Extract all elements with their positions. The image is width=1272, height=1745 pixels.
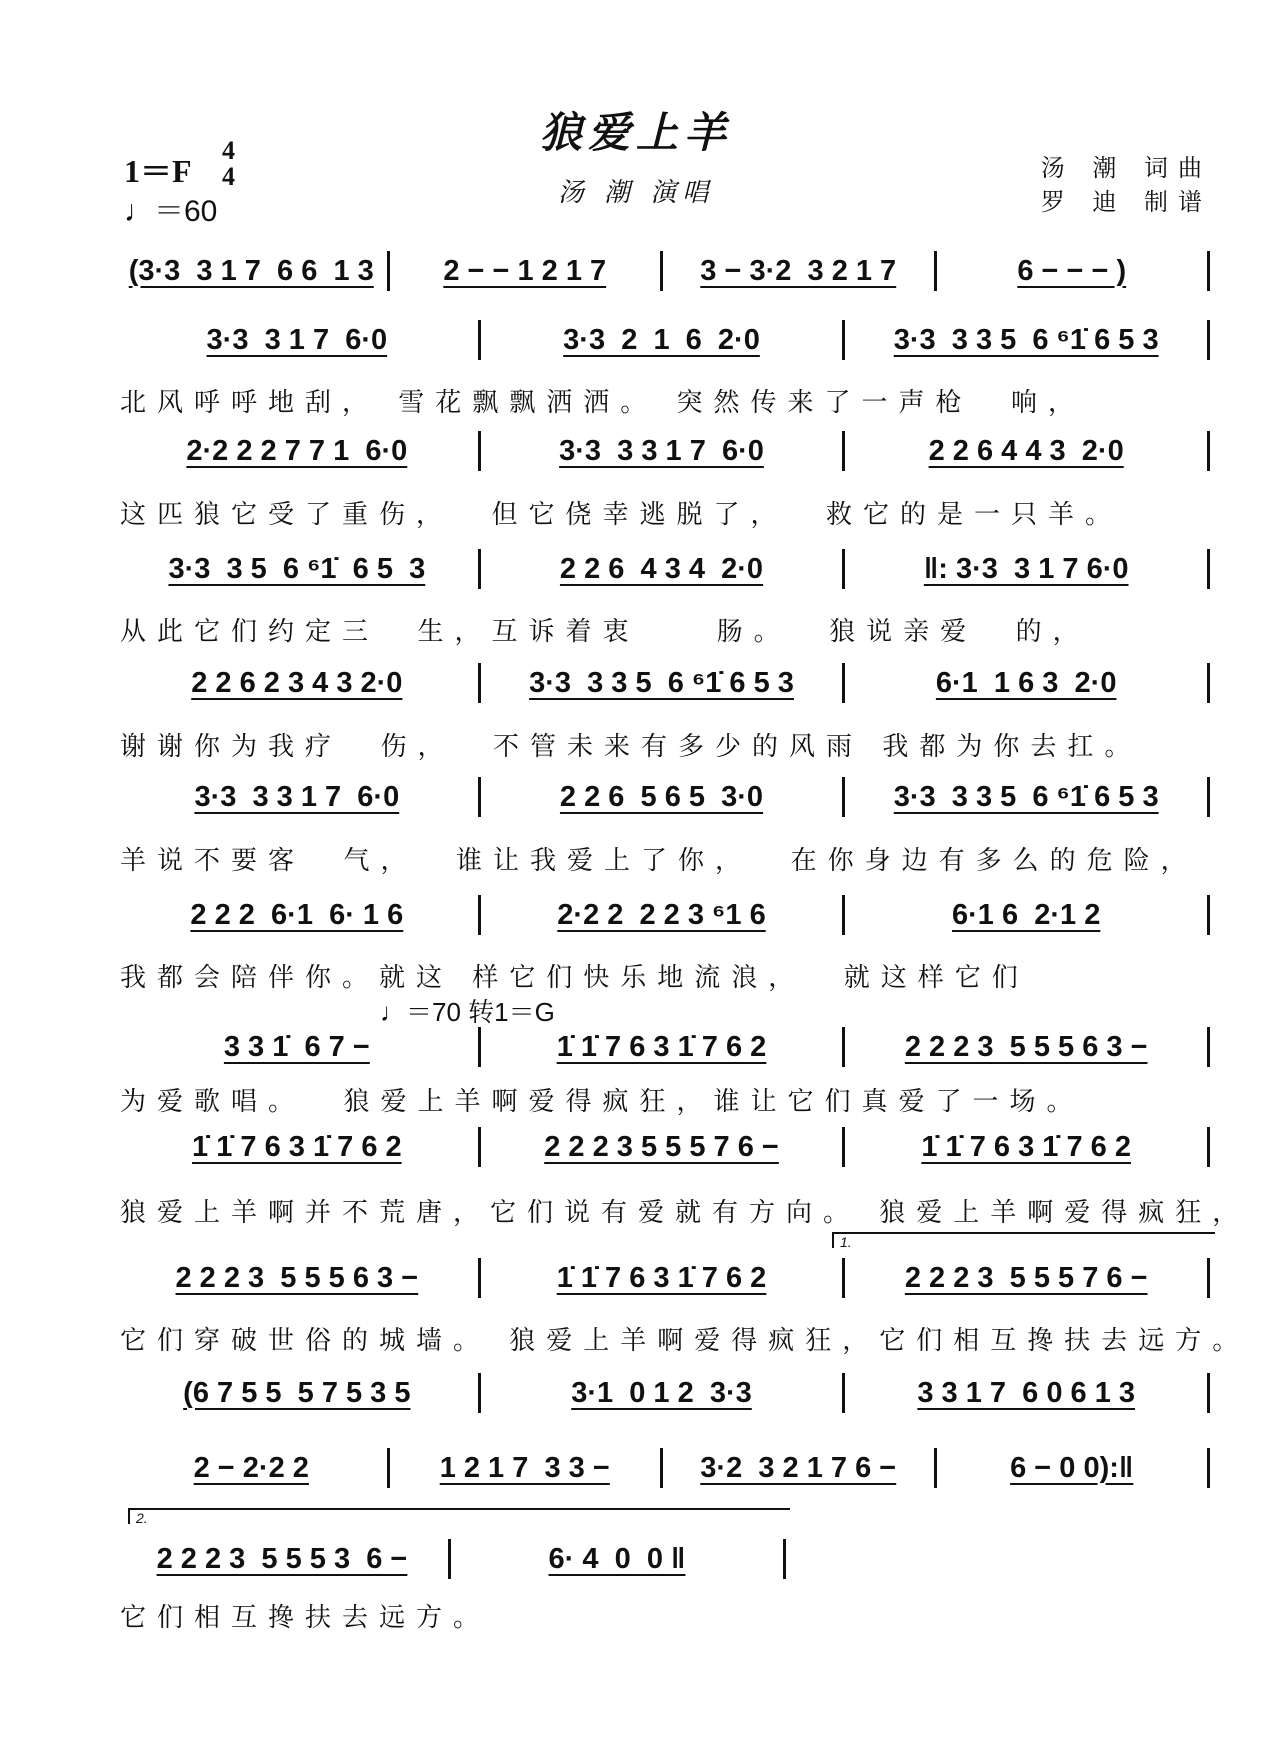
measure: 6·1 1 6 3 2·0 bbox=[935, 666, 1117, 699]
measure: 3·1 0 1 2 3·3 bbox=[571, 1376, 752, 1409]
barline bbox=[1207, 1027, 1210, 1067]
barline bbox=[387, 1448, 390, 1488]
measure: 3·3 3 3 5 6 ⁶1̇ 6 5 3 bbox=[893, 780, 1159, 813]
barline bbox=[478, 549, 481, 589]
measure: 2 2 2 6·1 6· 1 6 bbox=[190, 898, 404, 931]
measure: 2 − 2·2 2 bbox=[193, 1451, 309, 1484]
measure: ‖: 3·3 3 1 7 6·0 bbox=[923, 552, 1129, 585]
measure: 6 − − − ) bbox=[1017, 254, 1127, 287]
measure: 3 3 1̇ 6 7 − bbox=[223, 1030, 370, 1063]
notation-line bbox=[120, 431, 1214, 471]
measure: 6· 4 0 0 ‖ bbox=[548, 1542, 686, 1575]
barline bbox=[478, 320, 481, 360]
measure: 2 2 2 3 5 5 5 3 6 − bbox=[156, 1542, 408, 1575]
measure: 2 2 2 3 5 5 5 7 6 − bbox=[544, 1130, 779, 1163]
meter-top: 4 bbox=[222, 136, 235, 165]
measure: 2·2 2 2 7 7 1 6·0 bbox=[186, 434, 408, 467]
barline bbox=[783, 1539, 786, 1579]
barline bbox=[842, 895, 845, 935]
barline bbox=[842, 1127, 845, 1167]
lyrics-line: 为爱歌唱。 狼爱上羊啊爱得疯狂，谁让它们真爱了一场。 bbox=[120, 1087, 1084, 1117]
barline bbox=[478, 431, 481, 471]
measure: 2 2 2 3 5 5 5 6 3 − bbox=[904, 1030, 1148, 1063]
measure: 3·2 3 2 1 7 6 − bbox=[700, 1451, 897, 1484]
notation-line bbox=[120, 549, 1214, 589]
notation-line bbox=[120, 777, 1214, 817]
lyrics-line: 它们相互搀扶去远方。 bbox=[120, 1603, 491, 1633]
notation-line bbox=[120, 1448, 1214, 1488]
measure: 3·3 3 5 6 ⁶1̇ 6 5 3 bbox=[168, 552, 426, 585]
measure: 3·3 3 3 1 7 6·0 bbox=[559, 434, 764, 467]
lyrics-line: 北风呼呼地刮， 雪花飘飘洒洒。 突然传来了一声枪 响， bbox=[120, 388, 1086, 418]
barline bbox=[478, 777, 481, 817]
lyrics-line: 我都会陪伴你。就这 样它们快乐地流浪， 就这样它们 bbox=[120, 963, 1029, 993]
key-signature: 1＝F bbox=[124, 153, 192, 189]
measure: 3·3 2 1 6 2·0 bbox=[563, 323, 760, 356]
measure: 2 2 2 3 5 5 5 6 3 − bbox=[175, 1261, 419, 1294]
measure: 3 − 3·2 3 2 1 7 bbox=[700, 254, 897, 287]
measure: 3·3 3 3 5 6 ⁶1̇ 6 5 3 bbox=[893, 323, 1159, 356]
barline bbox=[478, 1027, 481, 1067]
lyrics-line: 它们穿破世俗的城墙。 狼爱上羊啊爱得疯狂，它们相互搀扶去远方。 bbox=[120, 1326, 1250, 1356]
measure: 1̇ 1̇ 7 6 3 1̇ 7 6 2 bbox=[556, 1030, 767, 1063]
notation-line bbox=[120, 1258, 1214, 1298]
barline bbox=[934, 1448, 937, 1488]
barline bbox=[842, 663, 845, 703]
barline bbox=[1207, 895, 1210, 935]
barline bbox=[934, 251, 937, 291]
notation-line bbox=[120, 251, 1214, 291]
measure: 2 2 6 2 3 4 3 2·0 bbox=[191, 666, 403, 699]
barline bbox=[1207, 549, 1210, 589]
barline bbox=[478, 663, 481, 703]
volta-first-ending: 1. bbox=[832, 1232, 1215, 1248]
measure: 2 2 6 4 3 4 2·0 bbox=[559, 552, 764, 585]
song-title: 狼爱上羊 bbox=[539, 108, 732, 157]
notation-line bbox=[120, 1027, 1214, 1067]
measure: 1̇ 1̇ 7 6 3 1̇ 7 6 2 bbox=[921, 1130, 1131, 1163]
barline bbox=[1207, 1448, 1210, 1488]
measure: 6 − 0 0):‖ bbox=[1010, 1451, 1134, 1484]
barline bbox=[842, 431, 845, 471]
barline bbox=[1207, 431, 1210, 471]
meter-bottom: 4 bbox=[222, 162, 235, 191]
lyrics-music-credit: 汤 潮 词曲 bbox=[1040, 154, 1212, 182]
notation-line bbox=[120, 1127, 1214, 1167]
barline bbox=[1207, 320, 1210, 360]
measure: 3 3 1 7 6 0 6 1 3 bbox=[917, 1376, 1136, 1409]
barline bbox=[448, 1539, 451, 1579]
measure: 2 2 2 3 5 5 5 7 6 − bbox=[904, 1261, 1148, 1294]
lyrics-line: 谢谢你为我疗 伤， 不管未来有多少的风雨 我都为你去扛。 bbox=[120, 732, 1142, 762]
barline bbox=[842, 549, 845, 589]
barline bbox=[1207, 777, 1210, 817]
barline bbox=[842, 777, 845, 817]
notation-line bbox=[120, 320, 1214, 360]
measure: 2 2 6 4 4 3 2·0 bbox=[928, 434, 1124, 467]
measure: 1̇ 1̇ 7 6 3 1̇ 7 6 2 bbox=[192, 1130, 402, 1163]
barline bbox=[1207, 1258, 1210, 1298]
measure: (3·3 3 1 7 6 6 1 3 bbox=[128, 254, 374, 287]
lyrics-line: 狼爱上羊啊并不荒唐，它们说有爱就有方向。 狼爱上羊啊爱得疯狂， bbox=[120, 1198, 1250, 1228]
barline bbox=[1207, 1373, 1210, 1413]
transcriber-credit: 罗 迪 制谱 bbox=[1040, 188, 1212, 216]
barline bbox=[660, 1448, 663, 1488]
notation-line bbox=[120, 1539, 790, 1579]
barline bbox=[842, 1258, 845, 1298]
tempo-marking: ♩＝60 bbox=[124, 195, 218, 228]
barline bbox=[1207, 251, 1210, 291]
barline bbox=[478, 895, 481, 935]
barline bbox=[478, 1127, 481, 1167]
barline bbox=[387, 251, 390, 291]
lyrics-line: 从此它们约定三 生，互诉着衷 肠。 狼说亲爱 的， bbox=[120, 617, 1090, 647]
measure: 1 2 1 7 3 3 − bbox=[439, 1451, 610, 1484]
barline bbox=[1207, 663, 1210, 703]
barline bbox=[478, 1373, 481, 1413]
measure: (6 7 5 5 5 7 5 3 5 bbox=[183, 1376, 411, 1409]
notation-line bbox=[120, 663, 1214, 703]
barline bbox=[842, 1373, 845, 1413]
singer-credit: 汤 潮 演唱 bbox=[557, 178, 715, 208]
barline bbox=[478, 1258, 481, 1298]
barline bbox=[842, 320, 845, 360]
measure: 2 − − 1 2 1 7 bbox=[443, 254, 607, 287]
time-signature bbox=[222, 138, 235, 190]
barline bbox=[842, 1027, 845, 1067]
measure: 3·3 3 3 5 6 ⁶1̇ 6 5 3 bbox=[529, 666, 794, 699]
notation-line bbox=[120, 1373, 1214, 1413]
volta-second-ending: 2. bbox=[128, 1508, 790, 1524]
tempo-key-change: ♩＝70 转1＝G bbox=[380, 997, 555, 1027]
measure: 3·3 3 3 1 7 6·0 bbox=[194, 780, 400, 813]
barline bbox=[660, 251, 663, 291]
notation-line bbox=[120, 895, 1214, 935]
measure: 1̇ 1̇ 7 6 3 1̇ 7 6 2 bbox=[556, 1261, 767, 1294]
lyrics-line: 这匹狼它受了重伤， 但它侥幸逃脱了， 救它的是一只羊。 bbox=[120, 500, 1123, 530]
measure: 3·3 3 1 7 6·0 bbox=[206, 323, 388, 356]
measure: 6·1 6 2·1 2 bbox=[952, 898, 1101, 931]
measure: 2·2 2 2 2 3 ⁶1 6 bbox=[557, 898, 766, 931]
barline bbox=[1207, 1127, 1210, 1167]
lyrics-line: 羊说不要客 气， 谁让我爱上了你， 在你身边有多么的危险， bbox=[120, 846, 1198, 876]
measure: 2 2 6 5 6 5 3·0 bbox=[559, 780, 764, 813]
